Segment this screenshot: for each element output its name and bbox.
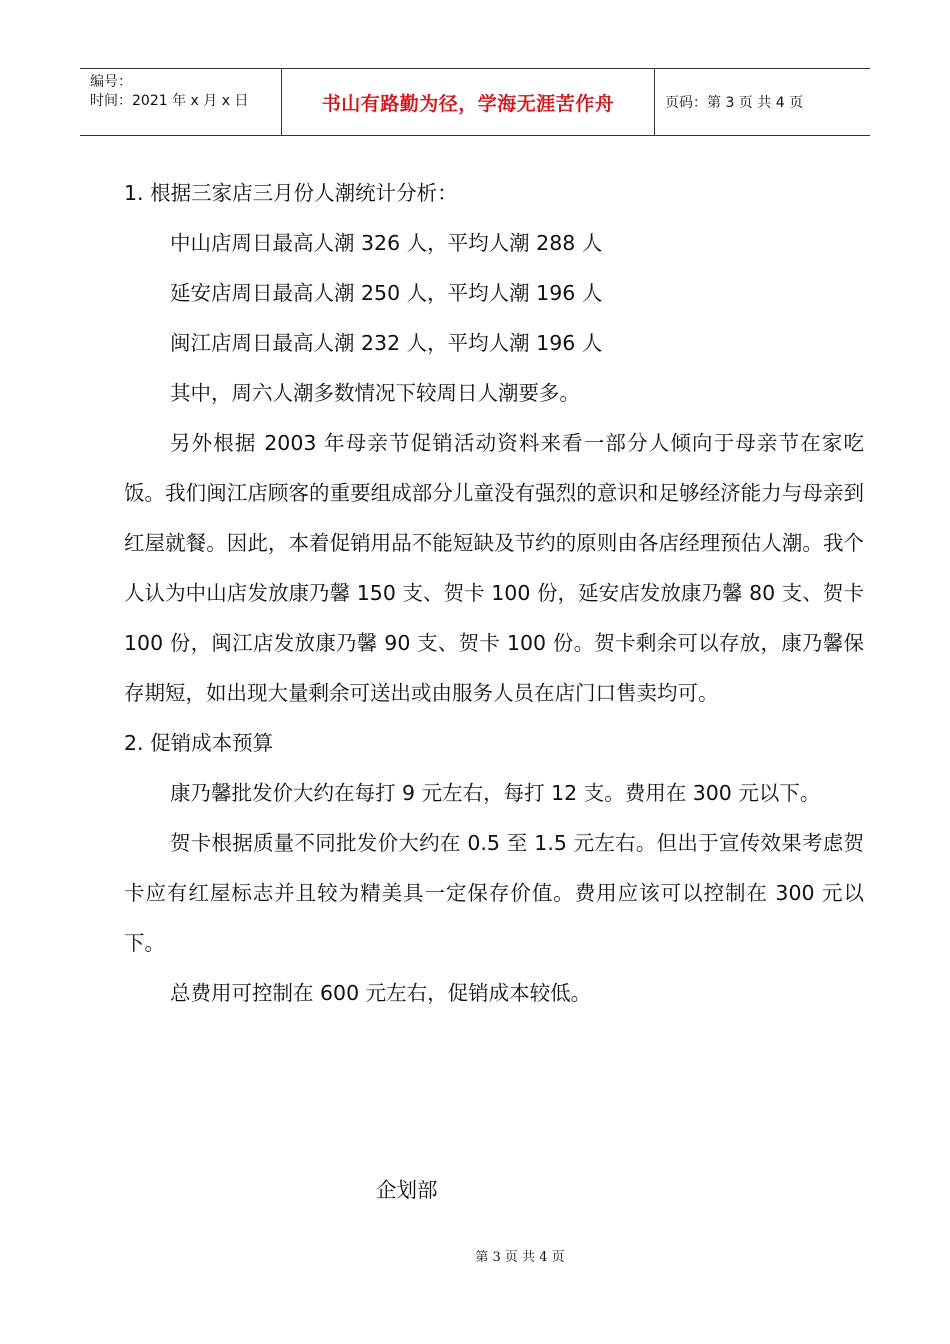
document-body xyxy=(124,168,864,1018)
budget-card: 贺卡根据质量不同批发价大约在 0.5 至 1.5 元左右。但出于宣传效果考虑贺卡应有红屋标志并且较为精美具一定保存价值。费用应该可以控制在 300 元以下。 xyxy=(124,831,864,955)
header-page-info: 页码：第 3 页 共 4 页 xyxy=(665,95,804,111)
saturday-note: 其中，周六人潮多数情况下较周日人潮要多。 xyxy=(170,381,580,405)
budget-carnation: 康乃馨批发价大约在每打 9 元左右，每打 12 支。费用在 300 元以下。 xyxy=(170,781,821,805)
budget-total: 总费用可控制在 600 元左右，促销成本较低。 xyxy=(170,981,592,1005)
section-1-title: 1. 根据三家店三月份人潮统计分析： xyxy=(124,181,458,205)
store-line-zhongshan: 中山店周日最高人潮 326 人，平均人潮 288 人 xyxy=(170,231,603,255)
header-meta-cell xyxy=(80,69,282,135)
document-date-label: 时间：2021 年 x 月 x 日 xyxy=(90,93,249,109)
page-footer: 第 3 页 共 4 页 xyxy=(475,1250,565,1265)
document-number-label: 编号： xyxy=(90,74,132,90)
section-2-title: 2. 促销成本预算 xyxy=(124,731,274,755)
store-line-yanan: 延安店周日最高人潮 250 人，平均人潮 196 人 xyxy=(170,281,603,305)
document-header xyxy=(80,68,870,136)
store-line-minjiang: 闽江店周日最高人潮 232 人，平均人潮 196 人 xyxy=(170,331,603,355)
header-motto: 书山有路勤为径，学海无涯苦作舟 xyxy=(282,69,655,135)
analysis-paragraph: 另外根据 2003 年母亲节促销活动资料来看一部分人倾向于母亲节在家吃饭。我们闽江店顾客的重要组成部分儿童没有强烈的意识和足够经济能力与母亲到红屋就餐。因此，本着促销用品不能短缺及节约的原则由各店经理预估人潮。我个人认为中山店发放康乃馨 150 支、贺卡 100 份，延安店发放康乃馨 80 支、贺卡 100 份，闽江店发放康乃馨 90 支、贺卡 100 份。贺卡剩余可以存放，康乃馨保存期短，如出现大量剩余可送出或由服务人员在店门口售卖均可。 xyxy=(124,431,864,705)
department-signature: 企划部 xyxy=(376,1178,438,1202)
